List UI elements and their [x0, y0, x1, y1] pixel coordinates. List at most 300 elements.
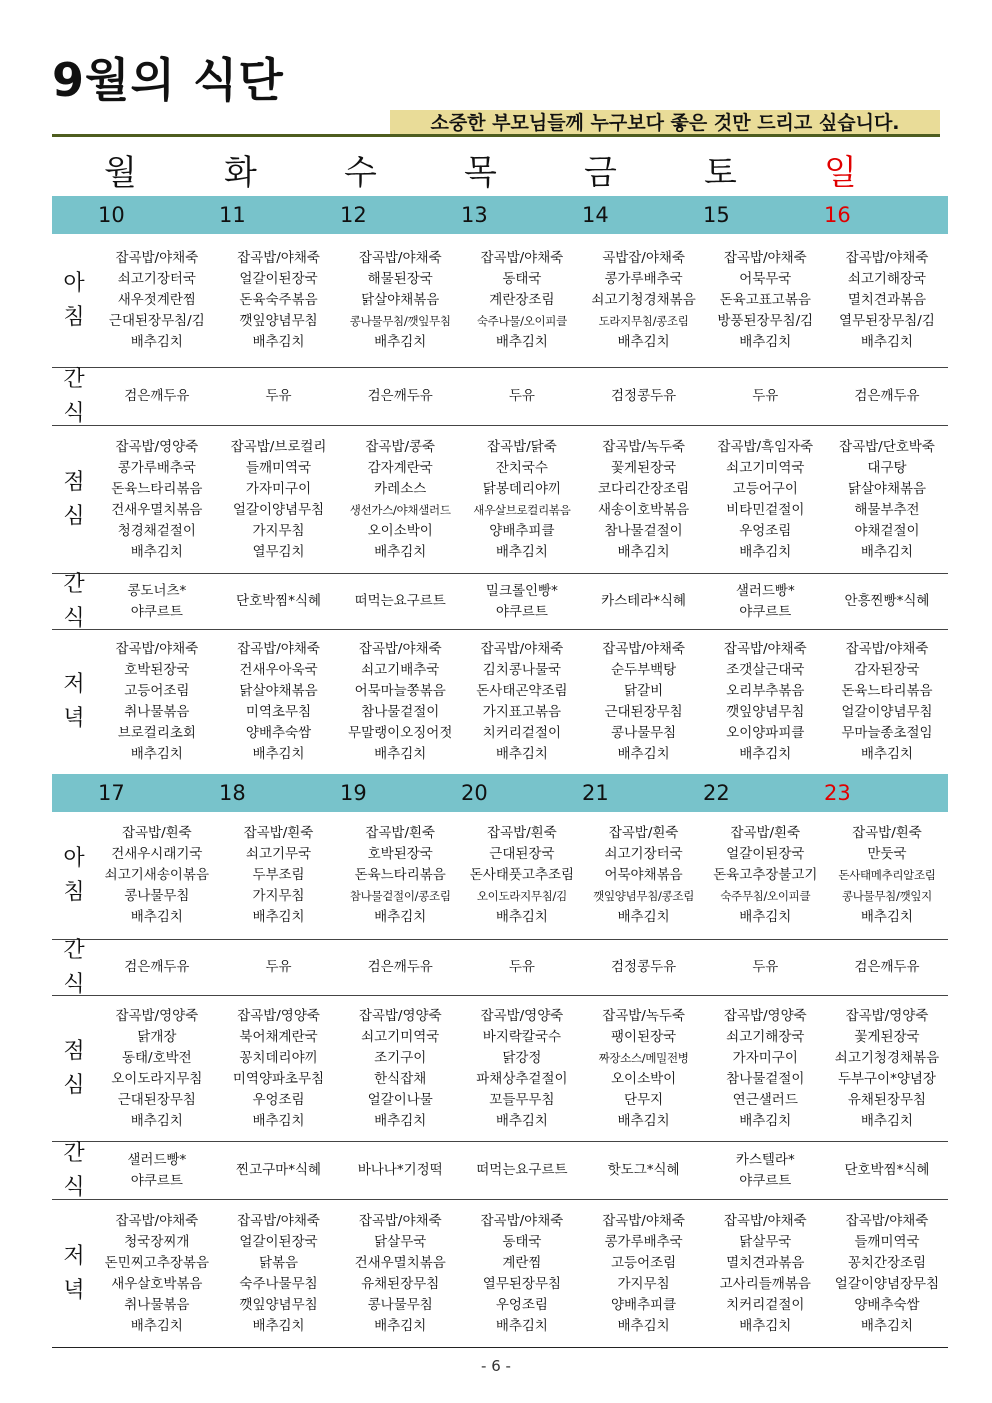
menu-item: 조기구이	[374, 1049, 427, 1066]
menu-item: 검정콩두유	[610, 388, 677, 404]
meal-row	[52, 937, 948, 997]
menu-item: 얼갈이양념장무침	[834, 1275, 940, 1292]
menu-item: 떠먹는요구르트	[354, 593, 446, 609]
menu-cell	[96, 426, 218, 573]
menu-item: 배추김치	[495, 909, 548, 925]
menu-item: 오이양파피클	[726, 725, 805, 741]
menu-item: 두유	[508, 388, 535, 404]
menu-cell	[826, 1142, 948, 1199]
menu-item: 두부구이*양념장	[837, 1070, 936, 1087]
menu-item: 건새우멸치볶음	[111, 501, 203, 518]
menu-item: 야쿠르트	[130, 603, 183, 620]
menu-item: 잡곡밥/야채죽	[723, 250, 807, 266]
menu-cell	[704, 812, 826, 939]
menu-cell	[826, 368, 948, 425]
menu-item: 새송이호박볶음	[597, 501, 690, 518]
menu-item: 청국장찌개	[124, 1233, 190, 1250]
menu-item: 비타민겉절이	[726, 501, 805, 518]
menu-cell	[218, 1200, 340, 1347]
meal-label	[52, 937, 96, 997]
meal-label	[52, 368, 96, 425]
menu-item: 검정콩두유	[610, 959, 677, 975]
menu-item: 김치콩나물국	[482, 662, 562, 678]
menu-item: 들깨미역국	[854, 1233, 920, 1250]
menu-item: 샐러드빵*	[735, 582, 795, 599]
menu-item: 양배추피클	[489, 522, 555, 539]
menu-item: 참나물겉절이/콩조림	[349, 889, 451, 903]
menu-item: 얼갈이양념무침	[232, 501, 325, 518]
menu-item: 근대된장무침/김	[108, 313, 205, 329]
menu-item: 콩나물무침/깻잎무침	[349, 314, 451, 328]
menu-item: 떠먹는요구르트	[476, 1162, 568, 1178]
menu-item: 잡곡밥/야채죽	[723, 1212, 807, 1229]
menu-cell	[339, 1200, 461, 1347]
menu-cell	[704, 940, 826, 995]
meal-label-char: 아	[63, 845, 85, 871]
menu-item: 두유	[265, 388, 292, 404]
meal-label	[52, 1142, 96, 1199]
weekday-header	[52, 150, 948, 196]
menu-item: 잡곡밥/야채죽	[237, 641, 320, 657]
date-label: 10	[98, 203, 125, 227]
meal-label-char: 식	[63, 400, 85, 426]
menu-item: 동태국	[502, 271, 542, 287]
menu-item: 해물된장국	[367, 271, 433, 287]
menu-item: 새우살호박볶음	[111, 1275, 203, 1292]
menu-item: 해물부추전	[854, 501, 920, 518]
menu-item: 얼갈이된장국	[726, 846, 805, 862]
menu-item: 코다리간장조림	[597, 480, 690, 497]
date-label: 11	[219, 203, 246, 227]
menu-item: 만둣국	[867, 846, 907, 862]
menu-item: 고사리들깨볶음	[719, 1275, 811, 1292]
menu-item: 바나나*기정떡	[357, 1162, 443, 1178]
weekday-sat: 토	[704, 153, 737, 193]
menu-cell	[704, 630, 826, 774]
meal-label-char: 식	[63, 605, 85, 631]
menu-item: 쇠고기미역국	[361, 1028, 440, 1045]
menu-item: 배추김치	[860, 1112, 914, 1129]
menu-item: 열무김치	[252, 543, 305, 560]
menu-item: 배추김치	[374, 543, 427, 560]
menu-item: 핫도그*식혜	[607, 1162, 680, 1178]
menu-item: 배추김치	[739, 543, 792, 560]
meal-label-char: 침	[63, 879, 85, 905]
date-label: 19	[340, 781, 367, 805]
menu-item: 호박된장국	[367, 846, 433, 862]
menu-item: 잡곡밥/영양죽	[115, 438, 199, 455]
page-number: - 6 -	[481, 1357, 511, 1375]
menu-item: 쇠고기무국	[245, 846, 312, 862]
menu-item: 배추김치	[130, 334, 183, 350]
menu-item: 쇠고기해장국	[726, 1028, 805, 1045]
menu-item: 배추김치	[495, 746, 548, 762]
menu-item: 양배추숙쌈	[854, 1296, 920, 1313]
title-divider	[52, 134, 940, 137]
menu-cell	[583, 996, 705, 1141]
menu-item: 배추김치	[495, 1317, 548, 1334]
menu-item: 방풍된장무침/김	[717, 313, 814, 329]
menu-item: 쇠고기배추국	[361, 662, 440, 678]
menu-cell	[704, 1142, 826, 1199]
menu-item: 무마늘종초절임	[841, 725, 933, 741]
menu-item: 잡곡밥/흰죽	[121, 825, 192, 841]
menu-item: 배추김치	[252, 1112, 305, 1129]
menu-item: 배추김치	[130, 909, 183, 925]
meal-label-char: 심	[63, 503, 85, 529]
menu-cell	[339, 940, 461, 995]
weekday-sun: 일	[824, 153, 857, 193]
meal-row	[52, 1200, 948, 1348]
menu-cell	[461, 812, 583, 939]
menu-cell	[461, 940, 583, 995]
menu-cell	[583, 1142, 705, 1199]
menu-item: 콩도너츠*	[127, 582, 187, 599]
menu-item: 검은깨두유	[367, 388, 433, 404]
menu-item: 고등어구이	[732, 480, 798, 497]
menu-cell	[583, 940, 705, 995]
menu-item: 오이소박이	[367, 522, 433, 539]
menu-item: 꽃게된장국	[854, 1028, 920, 1045]
menu-item: 잡곡밥/영양죽	[845, 1007, 929, 1024]
menu-item: 가지무침	[252, 522, 305, 539]
meal-label-char: 점	[63, 1038, 85, 1064]
menu-item: 잡곡밥/야채죽	[237, 1212, 320, 1229]
date-label: 21	[582, 781, 609, 805]
menu-item: 잡곡밥/영양죽	[723, 1007, 807, 1024]
menu-cell	[826, 630, 948, 774]
menu-item: 유채된장무침	[847, 1091, 927, 1108]
menu-item: 치커리겉절이	[482, 725, 562, 741]
menu-cell	[339, 630, 461, 774]
menu-item: 닭살야채볶음	[361, 292, 440, 308]
menu-item: 계란장조림	[489, 292, 555, 308]
menu-item: 잡곡밥/야채죽	[845, 641, 929, 657]
menu-item: 건새우시래기국	[111, 846, 203, 862]
menu-item: 감자계란국	[367, 459, 433, 476]
menu-item: 새우젓계란찜	[117, 292, 196, 308]
menu-cell	[218, 426, 340, 573]
menu-item: 잡곡밥/영양죽	[358, 1007, 442, 1024]
menu-cell	[218, 234, 340, 367]
menu-cell	[218, 996, 340, 1141]
weekday-mon: 월	[104, 153, 137, 193]
menu-item: 동태국	[502, 1233, 542, 1250]
menu-item: 돈사태곤약조림	[476, 683, 568, 699]
menu-item: 샐러드빵*	[127, 1151, 187, 1168]
date-label: 13	[461, 203, 488, 227]
menu-item: 치커리겉절이	[726, 1296, 805, 1313]
menu-cell	[826, 234, 948, 367]
menu-cell	[339, 426, 461, 573]
date-label: 12	[340, 203, 367, 227]
menu-item: 잡곡밥/야채죽	[480, 641, 564, 657]
menu-cell	[218, 1142, 340, 1199]
menu-cell	[339, 234, 461, 367]
menu-item: 우엉조림	[739, 522, 792, 539]
menu-item: 잡곡밥/닭죽	[487, 438, 557, 455]
menu-item: 연근샐러드	[732, 1091, 798, 1108]
menu-item: 잔치국수	[495, 459, 548, 476]
meal-row	[52, 571, 948, 631]
menu-cell	[96, 812, 218, 939]
menu-item: 숙주나물무침	[239, 1275, 318, 1292]
menu-cell	[339, 996, 461, 1141]
menu-cell	[583, 812, 705, 939]
menu-item: 들깨미역국	[245, 459, 312, 476]
menu-item: 검은깨두유	[854, 388, 920, 404]
menu-item: 근대된장국	[489, 846, 555, 862]
menu-cell	[461, 234, 583, 367]
menu-item: 잡곡밥/흰죽	[852, 825, 922, 841]
menu-cell	[826, 1200, 948, 1347]
menu-cell	[218, 574, 340, 629]
menu-item: 검은깨두유	[367, 959, 433, 975]
menu-item: 깻잎양념무침	[239, 1296, 318, 1313]
menu-item: 한식잡채	[374, 1070, 427, 1087]
menu-item: 어묵무국	[739, 271, 792, 287]
menu-cell	[583, 368, 705, 425]
meal-label	[52, 426, 96, 573]
menu-item: 잡곡밥/흑임자죽	[717, 438, 814, 455]
menu-item: 잡곡밥/야채죽	[602, 1212, 685, 1229]
menu-item: 잡곡밥/야채죽	[115, 641, 199, 657]
meal-label-char: 녁	[63, 1277, 85, 1303]
menu-item: 배추김치	[130, 1317, 183, 1334]
menu-item: 단호박찜*식혜	[844, 1162, 930, 1178]
menu-item: 잡곡밥/흰죽	[365, 825, 436, 841]
menu-item: 가지무침	[252, 888, 305, 904]
menu-item: 잡곡밥/야채죽	[358, 641, 442, 657]
menu-item: 배추김치	[374, 746, 427, 762]
menu-cell	[218, 630, 340, 774]
menu-cell	[461, 426, 583, 573]
menu-item: 돈육고표고볶음	[719, 292, 811, 308]
menu-item: 배추김치	[739, 909, 792, 925]
menu-item: 도라지무침/콩조림	[598, 314, 689, 328]
menu-item: 멸치견과볶음	[726, 1254, 805, 1271]
weekday-fri: 금	[584, 153, 617, 193]
menu-item: 배추김치	[374, 334, 427, 350]
menu-item: 잡곡밥/영양죽	[237, 1007, 320, 1024]
menu-item: 바지락칼국수	[482, 1028, 562, 1045]
date-label: 20	[461, 781, 488, 805]
menu-item: 두유	[752, 388, 779, 404]
menu-item: 얼갈이나물	[367, 1091, 433, 1108]
menu-cell	[96, 940, 218, 995]
menu-item: 배추김치	[617, 543, 670, 560]
menu-item: 닭살무국	[374, 1233, 427, 1250]
menu-item: 콩가루배추국	[604, 271, 683, 287]
menu-item: 잡곡밥/야채죽	[723, 641, 807, 657]
menu-item: 쇠고기해장국	[847, 271, 927, 287]
menu-item: 양배추숙쌈	[245, 725, 312, 741]
menu-item: 돈사태메추리알조림	[838, 868, 936, 882]
menu-item: 배추김치	[617, 334, 670, 350]
menu-item: 배추김치	[739, 334, 792, 350]
menu-item: 조갯살근대국	[726, 662, 805, 678]
meal-label-char: 점	[63, 469, 85, 495]
date-label: 15	[703, 203, 730, 227]
menu-item: 쇠고기장터국	[604, 846, 683, 862]
menu-item: 잡곡밥/야채죽	[602, 641, 685, 657]
menu-item: 오이도라지무침	[111, 1070, 203, 1087]
menu-item: 돈민찌고추장볶음	[104, 1254, 209, 1271]
menu-item: 잡곡밥/흰죽	[487, 825, 557, 841]
menu-item: 깻잎양념무침	[726, 704, 805, 720]
menu-cell	[96, 234, 218, 367]
menu-cell	[704, 368, 826, 425]
menu-item: 북어채계란국	[239, 1028, 318, 1045]
menu-item: 배추김치	[130, 543, 183, 560]
menu-item: 열무된장무침/김	[839, 313, 935, 329]
menu-item: 야쿠르트	[739, 1172, 792, 1189]
menu-item: 안흥찐빵*식혜	[844, 593, 930, 609]
menu-item: 잡곡밥/야채죽	[845, 1212, 929, 1229]
menu-item: 닭강정	[502, 1049, 542, 1066]
menu-item: 닭살야채볶음	[847, 480, 927, 497]
menu-item: 새우살브로컬리볶음	[473, 502, 571, 517]
menu-cell	[461, 630, 583, 774]
weekday-wed: 수	[344, 153, 377, 193]
menu-item: 고등어조림	[610, 1254, 677, 1271]
menu-item: 잡곡밥/야채죽	[115, 1212, 199, 1229]
menu-item: 가지무침	[617, 1275, 670, 1292]
meal-row	[52, 426, 948, 574]
menu-item: 야채겉절이	[854, 522, 920, 539]
menu-item: 생선가스/야채샐러드	[349, 502, 451, 517]
menu-item: 계란찜	[502, 1254, 542, 1271]
menu-item: 깻잎양념무침	[239, 313, 318, 329]
menu-item: 곡밥잡/야채죽	[602, 250, 685, 266]
menu-item: 카스텔라*	[735, 1151, 795, 1168]
menu-cell	[826, 574, 948, 629]
menu-item: 야쿠르트	[130, 1172, 183, 1189]
menu-item: 돈육느타리볶음	[111, 480, 203, 497]
menu-item: 배추김치	[130, 1112, 183, 1129]
menu-cell	[339, 812, 461, 939]
menu-item: 배추김치	[252, 334, 305, 350]
date-label: 23	[824, 781, 851, 805]
menu-item: 검은깨두유	[124, 388, 190, 404]
menu-item: 배추김치	[739, 1112, 792, 1129]
menu-item: 잡곡밥/흰죽	[730, 825, 801, 841]
weekday-tue: 화	[224, 153, 257, 193]
menu-item: 닭개장	[137, 1028, 177, 1045]
meal-label-char: 간	[63, 366, 85, 392]
menu-item: 고등어조림	[124, 683, 190, 699]
menu-item: 두유	[265, 959, 292, 975]
menu-item: 배추김치	[860, 746, 914, 762]
meal-row	[52, 630, 948, 774]
menu-item: 우엉조림	[495, 1296, 548, 1313]
menu-item: 쇠고기청경채볶음	[591, 292, 696, 308]
menu-item: 배추김치	[860, 543, 914, 560]
menu-item: 잡곡밥/야채죽	[115, 250, 199, 266]
menu-cell	[583, 630, 705, 774]
meal-label-char: 아	[63, 270, 85, 296]
menu-item: 쇠고기장터국	[117, 271, 196, 287]
menu-cell	[461, 368, 583, 425]
menu-cell	[96, 630, 218, 774]
menu-item: 닭갈비	[624, 683, 664, 699]
slogan-banner: 소중한 부모님들께 누구보다 좋은 것만 드리고 싶습니다.	[390, 110, 940, 136]
weekday-thu: 목	[464, 153, 497, 193]
menu-item: 배추김치	[617, 1112, 670, 1129]
menu-item: 미역초무침	[245, 704, 312, 720]
date-label: 17	[98, 781, 125, 805]
menu-item: 콩나물무침	[367, 1296, 433, 1313]
menu-item: 호박된장국	[124, 662, 190, 678]
menu-item: 배추김치	[860, 909, 914, 925]
menu-item: 짜장소스/메밀전병	[598, 1050, 689, 1065]
meal-row	[52, 812, 948, 940]
menu-item: 배추김치	[495, 543, 548, 560]
menu-item: 잡곡밥/야채죽	[845, 250, 929, 266]
menu-item: 건새우멸치볶음	[354, 1254, 446, 1271]
menu-item: 닭봉데리야끼	[482, 480, 562, 497]
meal-label	[52, 812, 96, 939]
menu-item: 잡곡밥/흰죽	[243, 825, 314, 841]
meal-label	[52, 1200, 96, 1347]
menu-item: 어묵야채볶음	[604, 867, 683, 883]
menu-item: 잡곡밥/야채죽	[358, 250, 442, 266]
menu-item: 오리부추볶음	[726, 683, 805, 699]
menu-item: 배추김치	[374, 909, 427, 925]
page-title: 9월의 식단	[52, 53, 284, 107]
menu-cell	[704, 996, 826, 1141]
menu-item: 콩나물무침/깻잎지	[841, 889, 932, 903]
menu-cell	[218, 940, 340, 995]
date-bar	[52, 196, 948, 234]
menu-cell	[218, 812, 340, 939]
menu-item: 대구탕	[867, 459, 907, 476]
menu-item: 잡곡밥/흰죽	[608, 825, 679, 841]
menu-item: 잡곡밥/영양죽	[115, 1007, 199, 1024]
menu-item: 야쿠르트	[739, 603, 792, 620]
menu-cell	[96, 368, 218, 425]
menu-item: 쇠고기미역국	[726, 459, 805, 476]
menu-item: 참나물겉절이	[604, 522, 683, 539]
menu-item: 감자된장국	[854, 662, 920, 678]
meal-label-char: 식	[63, 971, 85, 997]
menu-item: 브로컬리초회	[117, 725, 196, 741]
menu-item: 배추김치	[860, 334, 914, 350]
menu-item: 꽃게된장국	[610, 459, 677, 476]
menu-item: 두부조림	[252, 867, 305, 883]
menu-item: 돈육고추장불고기	[713, 867, 818, 883]
menu-cell	[826, 812, 948, 939]
menu-cell	[704, 1200, 826, 1347]
menu-cell	[96, 1200, 218, 1347]
menu-item: 닭살야채볶음	[239, 683, 318, 699]
menu-item: 콩가루배추국	[117, 459, 196, 476]
menu-item: 유채된장무침	[361, 1275, 440, 1292]
menu-cell	[583, 574, 705, 629]
date-bar	[52, 774, 948, 812]
menu-item: 순두부백탕	[610, 662, 677, 678]
menu-item: 잡곡밥/야채죽	[358, 1212, 442, 1229]
menu-item: 잡곡밥/단호박죽	[839, 438, 935, 455]
menu-item: 배추김치	[252, 746, 305, 762]
meal-label-char: 저	[63, 672, 85, 697]
menu-item: 잡곡밥/야채죽	[480, 250, 564, 266]
meal-label-char: 침	[63, 304, 85, 330]
menu-cell	[704, 234, 826, 367]
menu-item: 돈육숙주볶음	[239, 292, 318, 308]
menu-item: 배추김치	[374, 1317, 427, 1334]
menu-item: 오이도라지무침/김	[476, 889, 567, 903]
